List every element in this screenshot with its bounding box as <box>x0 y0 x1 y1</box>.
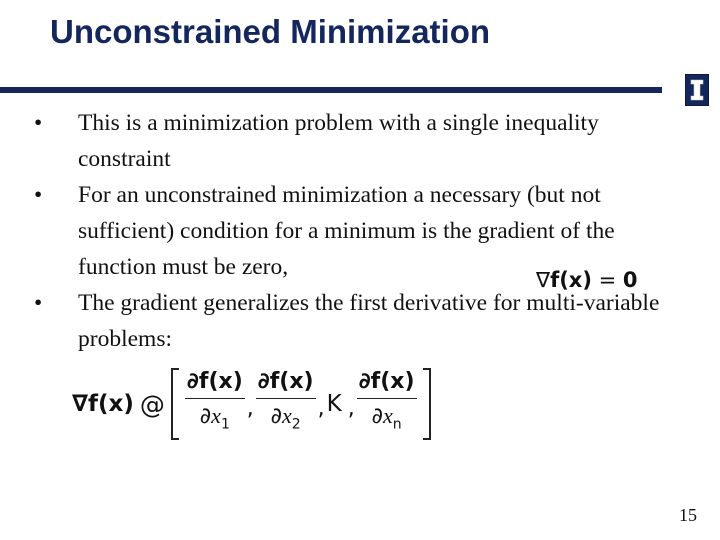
title-rule <box>0 87 662 93</box>
gradient-definition-equation <box>72 365 431 443</box>
fraction-denominator: $\partial x_2$ <box>270 403 301 433</box>
bullet-text: The gradient generalizes the first derivative for multi-variable problems: <box>78 290 660 352</box>
partial-derivative-n <box>357 369 417 438</box>
partial-derivative-2 <box>256 369 316 438</box>
bullet-dot: • <box>34 110 43 136</box>
right-bracket <box>423 368 431 440</box>
fraction-denominator: $\partial x_1$ <box>199 403 230 433</box>
equals-sign: = <box>591 268 623 292</box>
function-f-of-x: f(x) <box>550 268 592 292</box>
bullet-item <box>30 105 670 177</box>
gradient-lhs: ∇f(x) <box>72 391 134 417</box>
block-i-logo-icon <box>685 74 709 106</box>
fraction-numerator: ∂f(x) <box>357 369 417 399</box>
bullet-dot: • <box>34 290 43 316</box>
fraction-numerator: ∂f(x) <box>185 369 245 399</box>
fraction-denominator: $\partial x_n$ <box>371 403 402 433</box>
comma-separator: , <box>347 396 355 421</box>
gradient-zero-equation <box>536 268 638 292</box>
bullet-text: This is a minimization problem with a single inequality constraint <box>78 110 599 172</box>
bullet-dot: • <box>34 182 43 208</box>
definition-symbol: @ <box>139 389 165 419</box>
zero-vector: 0 <box>622 268 638 292</box>
slide-title: Unconstrained Minimization <box>50 13 491 50</box>
comma-separator: , <box>317 396 325 421</box>
bullet-list <box>30 105 670 357</box>
left-bracket <box>171 368 179 440</box>
bullet-text: For an unconstrained minimization a necessary (but not sufficient) condition for a minimum is the gradient of the function must be zero, <box>78 182 615 280</box>
comma-separator: , <box>246 396 254 421</box>
nabla-symbol: ∇ <box>536 268 551 292</box>
bullet-item <box>30 285 670 357</box>
partial-derivative-1 <box>185 369 245 438</box>
page-number: 15 <box>679 505 697 525</box>
fraction-numerator: ∂f(x) <box>256 369 316 399</box>
ellipsis-symbol: K <box>326 391 342 417</box>
